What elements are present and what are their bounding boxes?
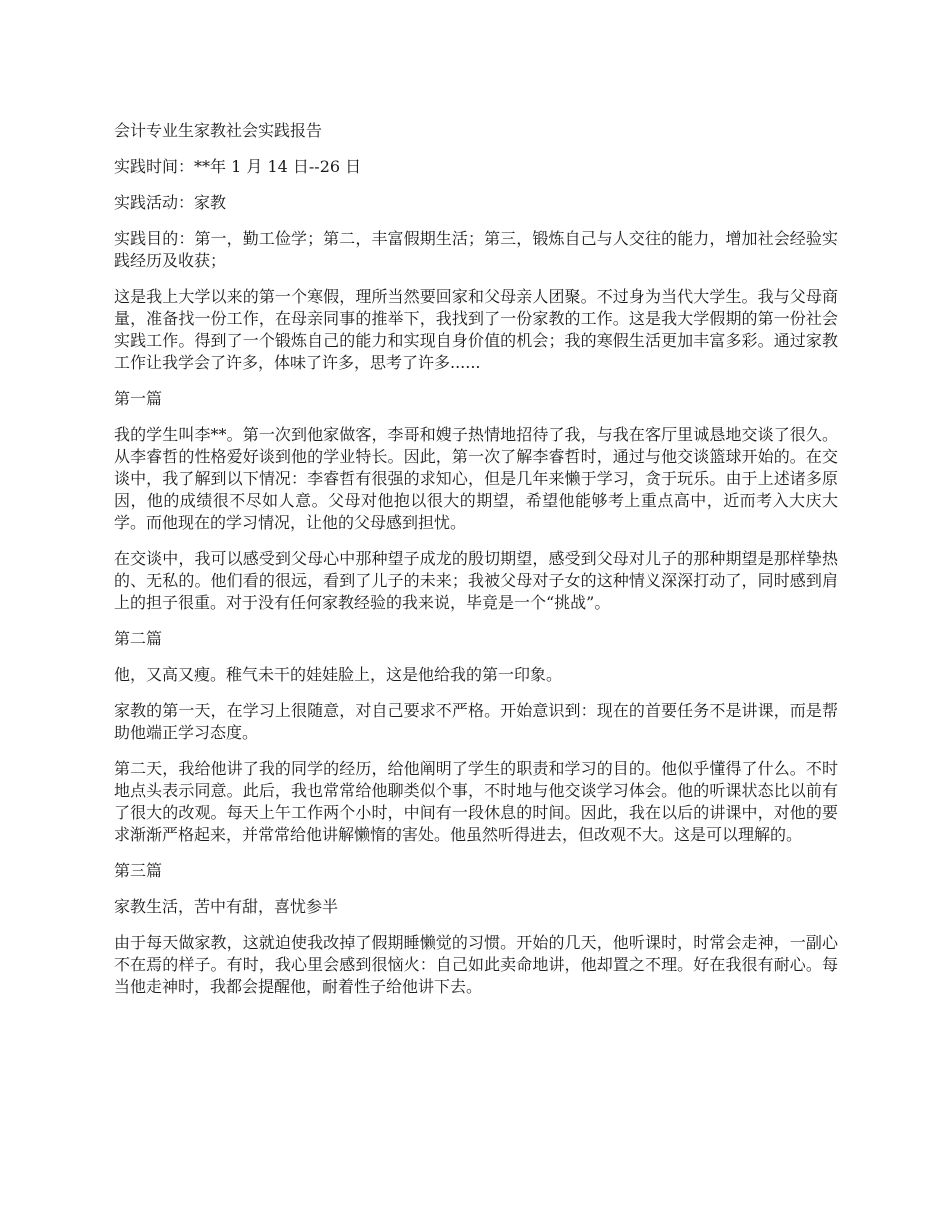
document-body xyxy=(114,120,838,1012)
practice-time: 实践时间：**年 1 月 14 日--26 日 xyxy=(114,157,362,176)
section3-paragraph-1: 家教生活，苦中有甜，喜忧参半 xyxy=(114,897,339,916)
section-heading-2: 第二篇 xyxy=(114,629,163,648)
intro-paragraph: 这是我上大学以来的第一个寒假，理所当然要回家和父母亲人团聚。不过身为当代大学生。我与父母商量，准备找一份工作，在母亲同事的推举下，我找到了一份家教的工作。这是我大学假期的第一份社会实践工作。得到了一个锻炼自己的能力和实现自身价值的机会；我的寒假生活更加丰富多彩。通过家教工作让我学会了许多，体味了许多，思考了许多...... xyxy=(114,287,838,372)
section2-paragraph-3: 第二天，我给他讲了我的同学的经历，给他阐明了学生的职责和学习的目的。他似乎懂得了什么。不时地点头表示同意。此后，我也常常给他聊类似个事，不时地与他交谈学习体会。他的听课状态比以前有了很大的改观。每天上午工作两个小时，中间有一段休息的时间。因此，我在以后的讲课中，对他的要求渐渐严格起来，并常常给他讲解懒惰的害处。他虽然听得进去，但改观不大。这是可以理解的。 xyxy=(114,759,838,844)
section1-paragraph-1: 我的学生叫李**。第一次到他家做客，李哥和嫂子热情地招待了我，与我在客厅里诚恳地交谈了很久。从李睿哲的性格爱好谈到他的学业特长。因此，第一次了解李睿哲时，通过与他交谈篮球开始的。在交谈中，我了解到以下情况：李睿哲有很强的求知心，但是几年来懒于学习，贪于玩乐。由于上述诸多原因，他的成绩很不尽如人意。父母对他抱以很大的期望，希望他能够考上重点高中，近而考入大庆大学。而他现在的学习情况，让他的父母感到担忧。 xyxy=(114,425,838,532)
practice-activity: 实践活动：家教 xyxy=(114,193,227,212)
section-heading-1: 第一篇 xyxy=(114,389,163,408)
section2-paragraph-1: 他，又高又瘦。稚气未干的娃娃脸上，这是他给我的第一印象。 xyxy=(114,665,563,684)
document-title: 会计专业生家教社会实践报告 xyxy=(114,121,323,140)
section-heading-3: 第三篇 xyxy=(114,861,163,880)
section1-paragraph-2: 在交谈中，我可以感受到父母心中那种望子成龙的殷切期望，感受到父母对儿子的那种期望是那样挚热的、无私的。他们看的很远，看到了儿子的未来；我被父母对子女的这种情义深深打动了，同时感到肩上的担子很重。对于没有任何家教经验的我来说，毕竟是一个“挑战”。 xyxy=(114,549,838,612)
practice-purpose: 实践目的：第一，勤工俭学；第二，丰富假期生活；第三，锻炼自己与人交往的能力，增加社会经验实践经历及收获； xyxy=(114,229,838,270)
section3-paragraph-2: 由于每天做家教，这就迫使我改掉了假期睡懒觉的习惯。开始的几天，他听课时，时常会走神，一副心不在焉的样子。有时，我心里会感到很恼火：自己如此卖命地讲，他却置之不理。好在我很有耐心。每当他走神时，我都会提醒他，耐着性子给他讲下去。 xyxy=(114,933,838,996)
section2-paragraph-2: 家教的第一天，在学习上很随意，对自己要求不严格。开始意识到：现在的首要任务不是讲课，而是帮助他端正学习态度。 xyxy=(114,701,838,742)
